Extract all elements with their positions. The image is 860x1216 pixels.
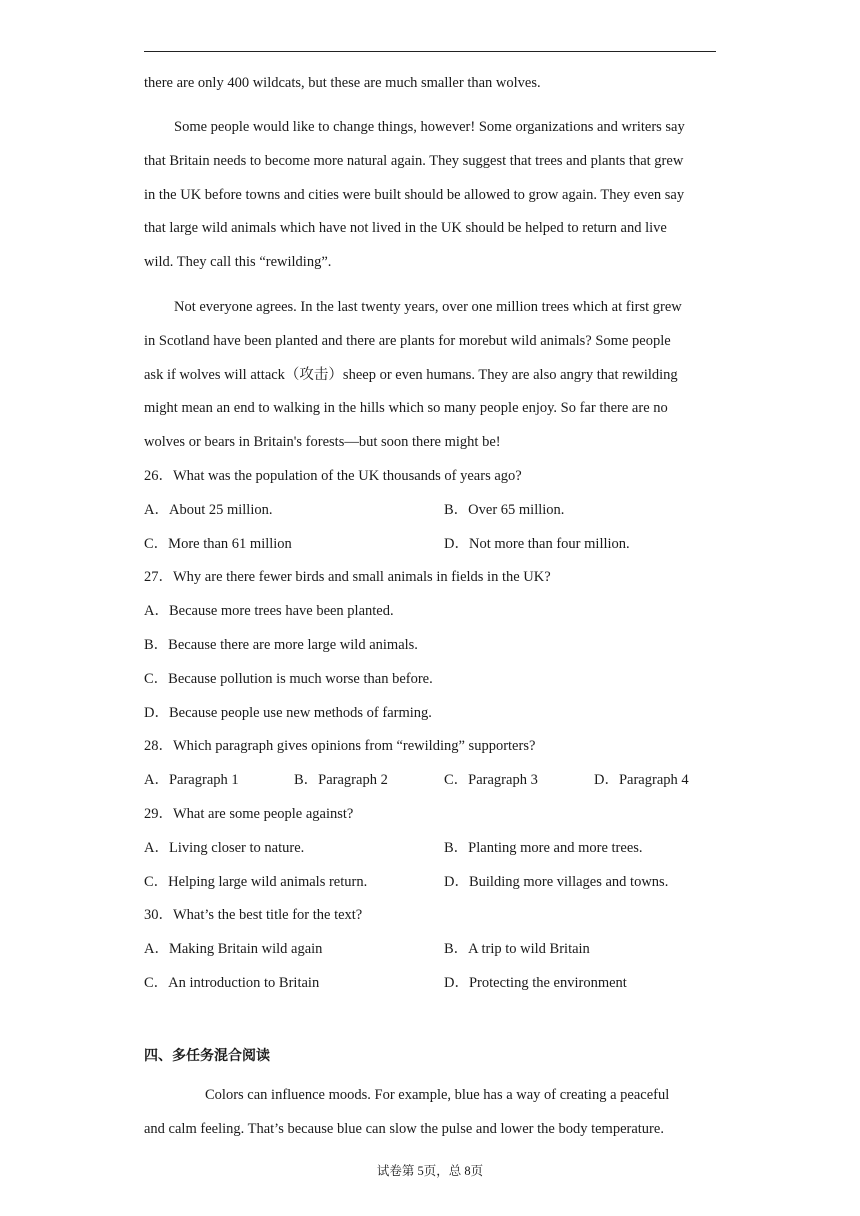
passage-line: Not everyone agrees. In the last twenty years, over one million trees which at first grew [174, 299, 682, 315]
answer-option: B．Paragraph 2 [294, 772, 388, 788]
answer-option: D．Not more than four million. [444, 536, 630, 552]
passage-line: that large wild animals which have not lived in the UK should be helped to return and live [144, 220, 667, 236]
page-footer: 试卷第 5页，总 8页 [376, 1164, 484, 1178]
answer-option: D．Building more villages and towns. [444, 874, 669, 890]
passage-line: in Scotland have been planted and there are plants for morebut wild animals? Some people [144, 333, 671, 349]
answer-option: B．Because there are more large wild animals. [144, 637, 418, 653]
answer-option: D．Paragraph 4 [594, 772, 689, 788]
passage-line: in the UK before towns and cities were built should be allowed to grow again. They even say [144, 187, 685, 203]
answer-option: C．Helping large wild animals return. [144, 874, 368, 890]
answer-option: D．Because people use new methods of farming. [144, 705, 432, 721]
passage-line: might mean an end to walking in the hills which so many people enjoy. So far there are no [144, 400, 668, 416]
passage-line: that Britain needs to become more natural again. They suggest that trees and plants that grew [144, 153, 684, 169]
answer-option: C．Paragraph 3 [444, 772, 538, 788]
answer-option: C．More than 61 million [144, 536, 292, 552]
passage-line: wild. They call this “rewilding”. [144, 254, 332, 270]
answer-option: C．Because pollution is much worse than before. [144, 671, 433, 687]
question-stem: 28．Which paragraph gives opinions from “rewilding” supporters? [144, 738, 536, 754]
question-stem: 29．What are some people against? [144, 806, 354, 822]
answer-option: A．Living closer to nature. [144, 840, 305, 856]
answer-option: A．Because more trees have been planted. [144, 603, 394, 619]
answer-option: A．Making Britain wild again [144, 941, 323, 957]
answer-option: A．About 25 million. [144, 502, 273, 518]
passage-line: ask if wolves will attack（攻击）sheep or even humans. They are also angry that rewilding [144, 367, 678, 383]
section-heading: 四、多任务混合阅读 [144, 1048, 270, 1064]
answer-option: C．An introduction to Britain [144, 975, 320, 991]
question-stem: 30．What’s the best title for the text? [144, 907, 363, 923]
question-stem: 27．Why are there fewer birds and small animals in fields in the UK? [144, 569, 551, 585]
answer-option: A．Paragraph 1 [144, 772, 239, 788]
passage-line: there are only 400 wildcats, but these are much smaller than wolves. [144, 75, 541, 91]
passage-line: Colors can influence moods. For example, blue has a way of creating a peaceful [205, 1087, 670, 1103]
answer-option: B．Over 65 million. [444, 502, 565, 518]
answer-option: D．Protecting the environment [444, 975, 627, 991]
question-stem: 26．What was the population of the UK thousands of years ago? [144, 468, 522, 484]
passage-line: wolves or bears in Britain's forests—but soon there might be! [144, 434, 501, 450]
passage-line: and calm feeling. That’s because blue can slow the pulse and lower the body temperature. [144, 1121, 664, 1137]
answer-option: B．A trip to wild Britain [444, 941, 590, 957]
passage-line: Some people would like to change things, however! Some organizations and writers say [174, 119, 685, 135]
answer-option: B．Planting more and more trees. [444, 840, 643, 856]
header-rule [144, 51, 716, 52]
